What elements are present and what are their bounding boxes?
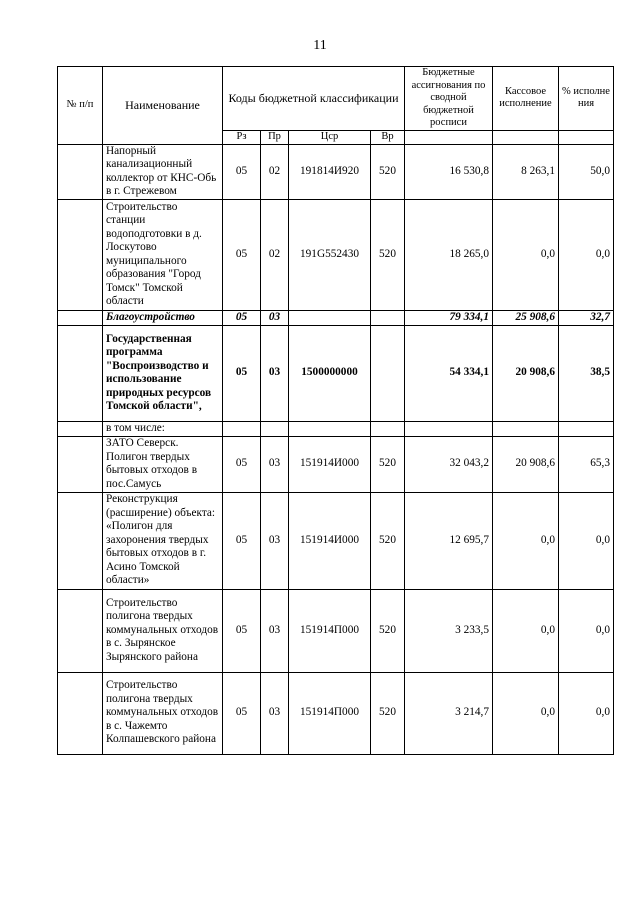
cell-budget: 18 265,0 — [405, 199, 493, 310]
table-row-subtotal — [58, 310, 614, 325]
cell-budget: 54 334,1 — [405, 325, 493, 421]
cell-vr: 520 — [371, 672, 405, 754]
cell-percent — [559, 421, 614, 436]
cell-rz: 05 — [223, 310, 261, 325]
page-number: 11 — [313, 38, 327, 53]
cell-vr: 520 — [371, 144, 405, 199]
header-cash: Кассовое исполнение — [493, 67, 559, 131]
cell-vr: 520 — [371, 589, 405, 672]
cell-cash: 0,0 — [493, 672, 559, 754]
cell-csr — [289, 310, 371, 325]
cell-name: Строительство полигона твердых коммунальных отходов в с. Чажемто Колпашевского района — [103, 672, 223, 754]
cell-csr: 151914И000 — [289, 492, 371, 589]
cell-percent: 65,3 — [559, 436, 614, 492]
cell-percent: 0,0 — [559, 672, 614, 754]
header-budget: Бюджетные ассигнования по сводной бюджетной росписи — [405, 67, 493, 131]
cell-budget: 79 334,1 — [405, 310, 493, 325]
header-percent-blank — [559, 130, 614, 144]
cell-percent: 0,0 — [559, 589, 614, 672]
table-row — [58, 144, 614, 199]
cell-rz: 05 — [223, 492, 261, 589]
cell-rz: 05 — [223, 672, 261, 754]
table-row — [58, 589, 614, 672]
cell-cash: 8 263,1 — [493, 144, 559, 199]
cell-vr — [371, 421, 405, 436]
cell-csr: 151914И000 — [289, 436, 371, 492]
cell-csr: 191814И920 — [289, 144, 371, 199]
cell-cash: 0,0 — [493, 589, 559, 672]
cell-percent: 32,7 — [559, 310, 614, 325]
cell-budget: 12 695,7 — [405, 492, 493, 589]
cell-pr: 02 — [261, 144, 289, 199]
cell-cash: 25 908,6 — [493, 310, 559, 325]
cell-vr: 520 — [371, 199, 405, 310]
cell-pr: 02 — [261, 199, 289, 310]
header-vr: Вр — [371, 130, 405, 144]
cell-name: Строительство полигона твердых коммунальных отходов в с. Зырянское Зырянского района — [103, 589, 223, 672]
cell-rz: 05 — [223, 199, 261, 310]
cell-rz: 05 — [223, 144, 261, 199]
cell-pr: 03 — [261, 492, 289, 589]
cell-name: Благоустройство — [103, 310, 223, 325]
cell-cash: 20 908,6 — [493, 325, 559, 421]
cell-num — [58, 325, 103, 421]
header-codes: Коды бюджетной классификации — [223, 67, 405, 131]
table-row-program — [58, 325, 614, 421]
cell-csr: 151914П000 — [289, 672, 371, 754]
cell-rz: 05 — [223, 325, 261, 421]
cell-rz: 05 — [223, 436, 261, 492]
cell-rz: 05 — [223, 589, 261, 672]
cell-num — [58, 421, 103, 436]
header-num: № п/п — [58, 67, 103, 145]
cell-name: в том числе: — [103, 421, 223, 436]
cell-csr: 1500000000 — [289, 325, 371, 421]
cell-name: Государственная программа "Воспроизводство и использование природных ресурсов Томской области", — [103, 325, 223, 421]
cell-percent: 50,0 — [559, 144, 614, 199]
cell-percent: 0,0 — [559, 492, 614, 589]
cell-name: Строительство станции водоподготовки в д. Лоскутово муниципального образования "Город Томск" Томской области — [103, 199, 223, 310]
cell-num — [58, 672, 103, 754]
cell-percent: 38,5 — [559, 325, 614, 421]
cell-num — [58, 589, 103, 672]
cell-rz — [223, 421, 261, 436]
cell-name: ЗАТО Северск. Полигон твердых бытовых отходов в пос.Самусь — [103, 436, 223, 492]
cell-num — [58, 199, 103, 310]
cell-budget: 3 214,7 — [405, 672, 493, 754]
cell-num — [58, 310, 103, 325]
header-rz: Рз — [223, 130, 261, 144]
table-row — [58, 492, 614, 589]
header-pr: Пр — [261, 130, 289, 144]
cell-vr: 520 — [371, 436, 405, 492]
cell-pr: 03 — [261, 310, 289, 325]
table-row — [58, 436, 614, 492]
cell-budget: 32 043,2 — [405, 436, 493, 492]
cell-vr: 520 — [371, 492, 405, 589]
header-csr: Цср — [289, 130, 371, 144]
cell-csr: 151914П000 — [289, 589, 371, 672]
cell-cash: 0,0 — [493, 199, 559, 310]
budget-execution-table — [57, 66, 614, 755]
cell-cash: 20 908,6 — [493, 436, 559, 492]
cell-pr: 03 — [261, 436, 289, 492]
cell-name: Реконструкция (расширение) объекта: «Полигон для захоронения твердых бытовых отходов в г. Асино Томской области» — [103, 492, 223, 589]
cell-csr — [289, 421, 371, 436]
cell-pr: 03 — [261, 672, 289, 754]
cell-budget: 16 530,8 — [405, 144, 493, 199]
cell-pr: 03 — [261, 325, 289, 421]
cell-vr — [371, 325, 405, 421]
cell-num — [58, 492, 103, 589]
cell-percent: 0,0 — [559, 199, 614, 310]
cell-budget: 3 233,5 — [405, 589, 493, 672]
cell-budget — [405, 421, 493, 436]
cell-name: Напорный канализационный коллектор от КНС-Обь в г. Стрежевом — [103, 144, 223, 199]
cell-num — [58, 436, 103, 492]
table-row — [58, 199, 614, 310]
header-percent: % исполне ния — [559, 67, 614, 131]
cell-csr: 191G552430 — [289, 199, 371, 310]
cell-pr — [261, 421, 289, 436]
cell-cash — [493, 421, 559, 436]
cell-vr — [371, 310, 405, 325]
cell-num — [58, 144, 103, 199]
header-name: Наименование — [103, 67, 223, 145]
cell-pr: 03 — [261, 589, 289, 672]
header-cash-blank — [493, 130, 559, 144]
table-row-including — [58, 421, 614, 436]
header-budget-blank — [405, 130, 493, 144]
table-row — [58, 672, 614, 754]
cell-cash: 0,0 — [493, 492, 559, 589]
